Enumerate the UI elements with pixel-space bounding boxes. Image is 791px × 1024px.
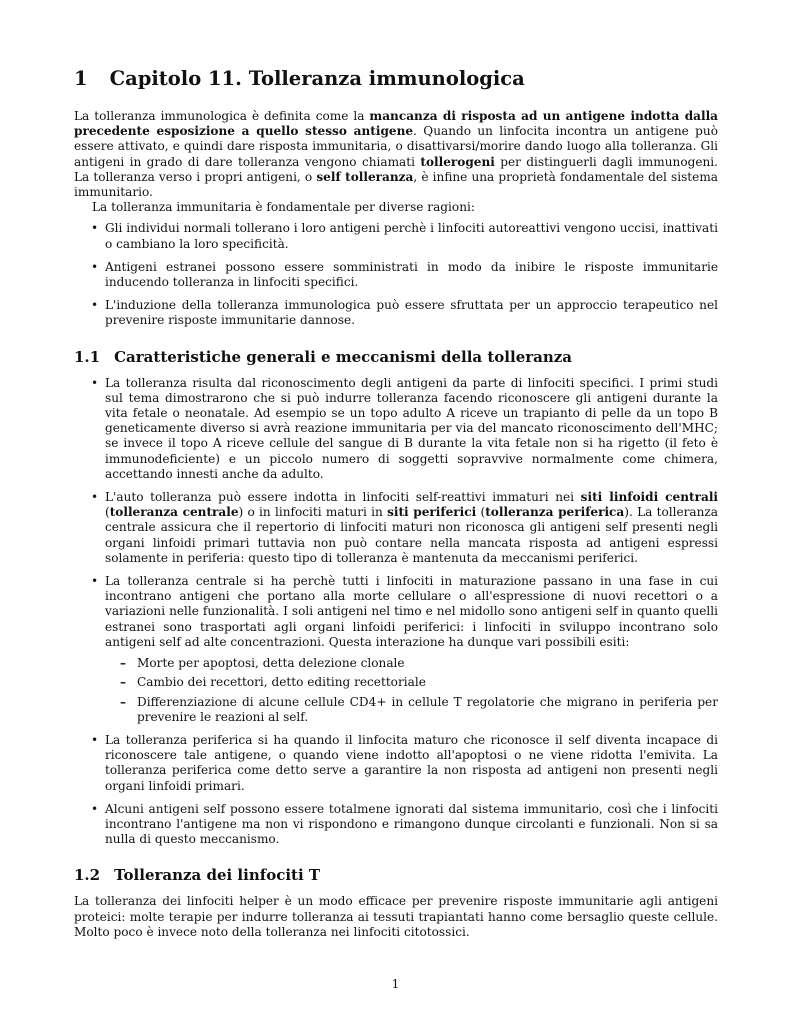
text-run: ( — [476, 505, 486, 520]
section-1-1-list — [74, 376, 718, 848]
list-item: • La tolleranza periferica si ha quando il linfocita maturo che riconosce il self diventa incapace di riconoscere tale antigene, o quando viene indotto all'apoptosi o ne viene ridotta l'emivita. La tolleranza periferica come detto serve a garantire la non risposta ad antigeni non presenti negli organi linfoidi primari. — [74, 733, 718, 794]
outcomes-list — [105, 656, 718, 725]
bold-term: mancanza di risposta ad un antigene indotta dalla precedente esposizione a quello stesso antigene — [74, 109, 719, 139]
sub-list-item: – Differenziazione di alcune cellule CD4+ in cellule T regolatorie che migrano in periferia per prevenire le reazioni al self. — [105, 695, 718, 725]
section-1-2-paragraph: La tolleranza dei linfociti helper è un modo efficace per prevenire risposte immunitarie agli antigeni proteici: molte terapie per indurre tolleranza ai tessuti trapiantati hanno come bersaglio queste cellule. Molto poco è invece noto della tolleranza nei linfociti citotossici. — [74, 894, 718, 939]
list-item: • L'induzione della tolleranza immunologica può essere sfruttata per un approccio terapeutico nel prevenire risposte immunitarie dannose. — [74, 298, 718, 328]
text-run: per distinguerli dagli immunogeni. La tolleranza verso i propri antigeni, o — [74, 154, 719, 184]
text-run: ( — [105, 505, 110, 520]
sub-list-item: – Cambio dei recettori, detto editing recettoriale — [105, 675, 718, 690]
chapter-heading — [74, 66, 718, 92]
text-run: , è infine una proprietà fondamentale del sistema immunitario. — [74, 169, 718, 200]
bold-term: tolleranza periferica — [485, 505, 625, 520]
text-run: ). La tolleranza centrale assicura che il repertorio di linfociti maturi non riconosca gli antigeni self presenti negli organi linfoidi primari tuttavia non può contare nella mancata risposta ad antigeni espressi solamente in periferia: questo tipo di tolleranza è mantenuta da meccanismi periferici. — [105, 505, 718, 565]
section-number: 1.2 — [74, 866, 101, 885]
section-title: Tolleranza dei linfociti T — [114, 866, 321, 885]
intro-reasons-list — [74, 221, 718, 328]
section-title: Caratteristiche generali e meccanismi della tolleranza — [114, 347, 573, 366]
list-item: • La tolleranza risulta dal riconoscimento degli antigeni da parte di linfociti specifici. I primi studi sul tema dimostrarono che si può indurre tolleranza facendo riconoscere gli antigeni durante la vita fetale o neonatale. Ad esempio se un topo adulto A riceve un trapianto di pelle da un topo B geneticamente diverso si avrà reazione immunitaria per via del mancato riconoscimento dell'MHC; se invece il topo A riceve cellule del sangue di B durante la vita fetale non si ha rigetto (il feto è immunodeficiente) e un piccolo numero di soggetti sopravvive normalmente come chimera, accettando innesti anche da adulto. — [74, 376, 718, 482]
page-number: 1 — [391, 977, 400, 991]
section-number: 1.1 — [74, 347, 101, 366]
bold-term: tollerogeni — [420, 154, 495, 169]
document-page — [74, 66, 718, 940]
section-heading-1-1 — [74, 347, 718, 367]
list-item: • Antigeni estranei possono essere somministrati in modo da inibire le risposte immunitarie inducendo tolleranza in linfociti specifici. — [74, 260, 718, 290]
bold-term: siti periferici — [387, 505, 477, 520]
section-heading-1-2 — [74, 865, 718, 885]
text-run: ) o in linfociti maturi in — [238, 505, 388, 520]
chapter-number: 1 — [74, 67, 88, 90]
text-run: La tolleranza immunologica è definita come la — [74, 109, 370, 123]
intro-reasons-lead: La tolleranza immunitaria è fondamentale per diverse ragioni: — [92, 200, 475, 215]
chapter-title: Capitolo 11. Tolleranza immunologica — [109, 67, 525, 90]
sub-list-item: – Morte per apoptosi, detta delezione clonale — [105, 656, 718, 671]
list-item-text: La tolleranza centrale si ha perchè tutti i linfociti in maturazione passano in una fase in cui incontrano antigeni che portano alla morte cellulare o all'espressione di nuovi recettori o a variazioni nelle funzionalità. I soli antigeni nel timo e nel midollo sono antigeni self in quanto quelli estranei sono trasportati agli organi linfoidi periferici: i linfociti in sviluppo incontrano solo antigeni self ad alte concentrazioni. Questa interazione ha dunque vari possibili esiti: — [105, 574, 718, 649]
bold-term: siti linfoidi centrali — [580, 490, 719, 505]
text-run: L'auto tolleranza può essere indotta in linfociti self-reattivi immaturi nei — [105, 490, 581, 505]
list-item — [74, 574, 718, 725]
list-item: • Gli individui normali tollerano i loro antigeni perchè i linfociti autoreattivi vengono uccisi, inattivati o cambiano la loro specificità. — [74, 221, 718, 251]
text-run: . Quando un linfocita incontra un antigene può essere attivato, e quindi dare risposta immunitaria, o disattivarsi/morire dando luogo alla tolleranza. Gli antigeni in grado di dare tolleranza vengono chiamati — [74, 124, 718, 169]
list-item — [74, 490, 718, 566]
bold-term: self tolleranza — [316, 169, 414, 184]
list-item: • Alcuni antigeni self possono essere totalmene ignorati dal sistema immunitario, così che i linfociti incontrano l'antigene ma non vi rispondono e rimangono dunque circolanti e funzionali. Non si sa nulla di questo meccanismo. — [74, 802, 718, 848]
intro-paragraph — [74, 109, 718, 200]
bold-term: tolleranza centrale — [109, 505, 239, 520]
